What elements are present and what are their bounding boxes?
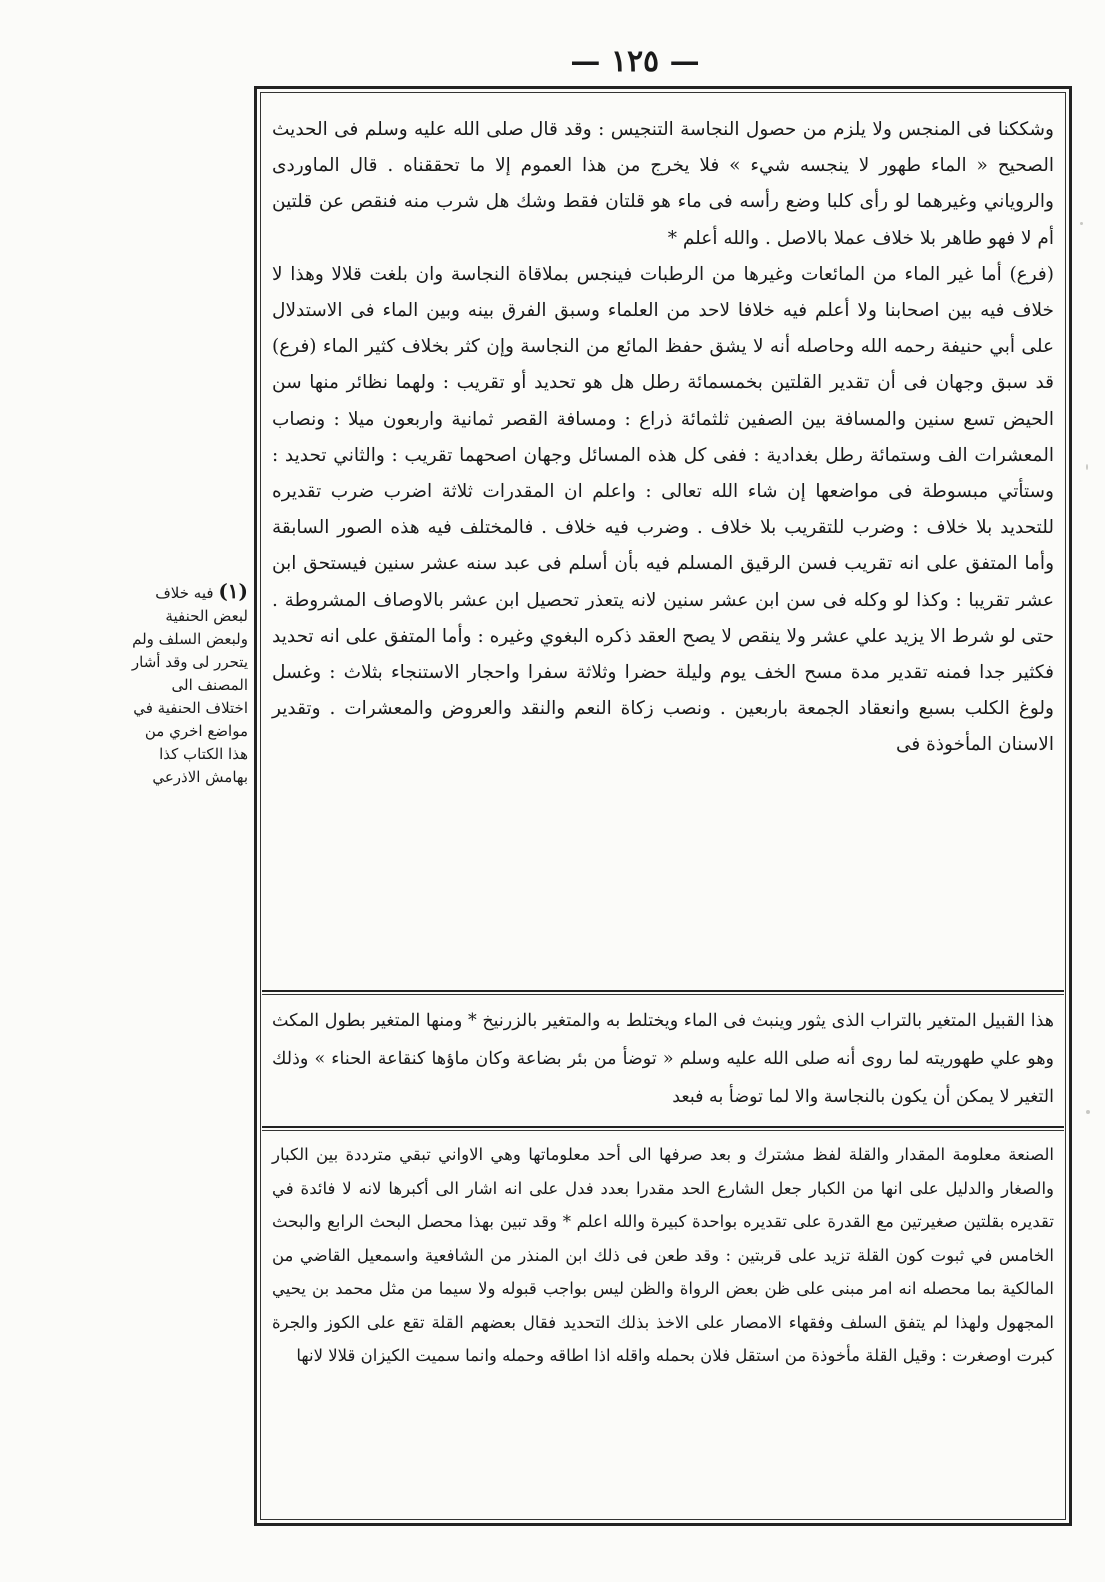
- commentary-1-text: هذا القبيل المتغير بالتراب الذى يثور وينبث فى الماء ويختلط به والمتغير بالزرنيخ * ومنها المتغير بطول المكث وهو علي طهوريته لما روى أنه صلى الله عليه وسلم « توضأ من بئر بضاعة وكان ماؤها كنقاعة الحناء » وذلك التغير لا يمكن أن يكون بالنجاسة والا لما توضأ به فبعد: [272, 1011, 1054, 1107]
- main-paragraph-2: (فرع) أما غير الماء من المائعات وغيرها من الرطبات فينجس بملاقاة النجاسة وان بلغت قلالا وهذا لا خلاف فيه بين اصحابنا ولا أعلم فيه خلافا لاحد من العلماء وسبق الفرق بينه وبين الماء فى الاستدلال على أبي حنيفة رحمه الله وحاصله أنه لا يشق حفظ المائع من النجاسة وإن كثر بخلاف كثير الماء (فرع) قد سبق وجهان فى أن تقدير القلتين بخمسمائة رطل هل هو تحديد أو تقريب : ولهما نظائر منها سن الحيض تسع سنين والمسافة بين الصفين ثلثمائة ذراع : ومسافة القصر ثمانية واربعون ميلا : ونصاب المعشرات الف وستمائة رطل بغدادية : ففى كل هذه المسائل وجهان اصحهما تقريب : والثاني تحديد : وستأتي مبسوطة فى مواضعها إن شاء الله تعالى : واعلم ان المقدرات ثلاثة اضرب ضرب تقديره للتحديد بلا خلاف : وضرب للتقريب بلا خلاف . وضرب فيه خلاف . فالمختلف فيه هذه الصور السابقة وأما المتفق على انه تقريب فسن الرقيق المسلم فيه بأن أسلم فى عبد سنه عشر سنين فيستحق ابن عشر تقريبا : وكذا لو وكله فى سن ابن عشر سنين لانه يتعذر تحصيل ابن عشر بالاوصاف المشروطة . حتى لو شرط الا يزيد علي عشر ولا ينقص لا يصح العقد ذكره البغوي وغيره : وأما المتفق على انه تحديد فكثير جدا فمنه تقدير مدة مسح الخف يوم وليلة حضرا وثلاثة سفرا واحجار الاستنجاء بثلاث : وغسل ولوغ الكلب بسبع وانعقاد الجمعة باربعين . ونصب زكاة النعم والنقد والعروض والمعشرات . وتقدير الاسنان المأخوذة فى: [272, 263, 1054, 756]
- main-paragraph-1: وشككنا فى المنجس ولا يلزم من حصول النجاسة التنجيس : وقد قال صلى الله عليه وسلم فى الحديث الصحيح « الماء طهور لا ينجسه شيء » فلا يخرج من هذا العموم إلا ما تحققناه . قال الماوردى والروياني وغيرهما لو رأى كلبا وضع رأسه فى ماء هو قلتان فقط وشك هل شرب منه فنقص عن قلتين أم لا فهو طاهر بلا خلاف عملا بالاصل . والله أعلم *: [272, 119, 1054, 249]
- main-text-block: [272, 112, 1054, 980]
- section-divider-thin: [262, 994, 1064, 995]
- section-divider: [262, 1126, 1064, 1128]
- commentary-2-text: الصنعة معلومة المقدار والقلة لفظ مشترك و بعد صرفها الى أحد معلوماتها وهي الاواني تبقي مترددة بين الكبار والصغار والدليل على انها من الكبار جعل الشارع الحد مقدرا بعدد فدل على انه اشار الى أكبرها لانه لا فائدة في تقديره بقلتين صغيرتين مع القدرة على تقديره بواحدة كبيرة والله اعلم * وقد تبين بهذا محصل البحث الرابع والبحث الخامس في ثبوت كون القلة تزيد على قربتين : وقد طعن فى ذلك ابن المنذر من الشافعية واسمعيل القاضي من المالكية بما محصله انه امر مبنى على ظن بعض الرواة والظن ليس بواجب قبوله ولا سيما من مثل محمد بن يحيي المجهول ولهذا لم يتفق السلف وفقهاء الامصار على الاخذ بذلك التحديد فقال بعضهم القلة تقع على الكوز والجرة كبرت اوصغرت : وقيل القلة مأخوذة من استقل فلان بحمله واقله اذا اطاقه وحمله وانما سميت الكيزان قلالا لانها: [272, 1145, 1054, 1365]
- scan-speck: [1080, 222, 1083, 225]
- margin-footnote: [130, 580, 248, 789]
- commentary-block-1: [272, 1002, 1054, 1122]
- footnote-text: فيه خلاف لبعض الحنفية ولبعض السلف ولم يتحرر لى وقد أشار المصنف الى اختلاف الحنفية في مواضع اخري من هذا الكتاب كذا بهامش الاذرعي: [131, 584, 248, 786]
- scan-speck: [1086, 464, 1088, 470]
- commentary-block-2: [272, 1138, 1054, 1510]
- footnote-number: (١): [218, 579, 248, 603]
- section-divider-thin: [262, 1130, 1064, 1131]
- section-divider: [262, 990, 1064, 992]
- scan-speck: [1086, 1110, 1090, 1114]
- page-number: — ١٢٥ —: [570, 44, 700, 79]
